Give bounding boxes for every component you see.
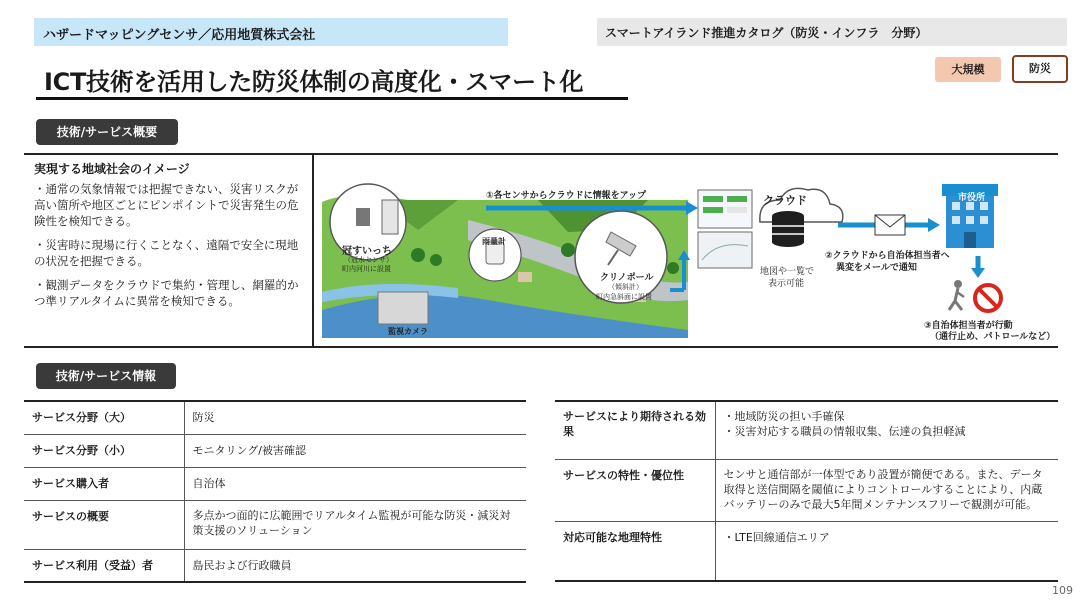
table-row	[24, 500, 526, 549]
cloud-note-1: 地図や一覧で	[760, 267, 815, 277]
camera-photo	[378, 292, 428, 324]
company-name: ハザードマッピングセンサ／応用地質株式会社	[43, 28, 316, 43]
step3-label-1: ③自治体担当者が行動	[924, 321, 1013, 331]
rain-gauge-label: 雨量計	[482, 237, 506, 246]
sensor-flood-label: 冠すいっち	[342, 246, 392, 257]
row-key: サービスの概要	[24, 500, 184, 549]
row-value: モニタリング/被害確認	[184, 434, 526, 467]
overview-bullet-1: ・通常の気象情報では把握できない、災害リスクが高い箇所や地区ごとにピンポイントで災害発生の危険性を検知できる。	[34, 182, 299, 228]
table-row	[555, 401, 1058, 459]
camera-label: 監視カメラ	[388, 327, 428, 336]
overview-section-tab: 技術/サービス概要	[36, 119, 178, 145]
table-row	[555, 459, 1058, 521]
row-key: サービス購入者	[24, 467, 184, 500]
no-entry-icon	[975, 285, 1001, 311]
service-info-section-tab: 技術/サービス情報	[36, 363, 176, 389]
clinopole-sub-1: （傾斜計）	[608, 283, 643, 291]
row-key: 対応可能な地理特性	[555, 521, 715, 581]
row-key: サービスにより期待される効果	[555, 401, 715, 459]
overview-divider	[312, 153, 314, 348]
sensor-flood-sub-2: 町内河川に設置	[342, 265, 391, 273]
row-key: サービス分野（小）	[24, 434, 184, 467]
title-underline	[36, 97, 628, 100]
person-walking-icon	[949, 280, 964, 310]
page-title: ICT技術を活用した防災体制の高度化・スマート化	[44, 68, 584, 96]
cloud-note-2: 表示可能	[768, 279, 805, 289]
system-diagram	[318, 160, 1058, 346]
table-row	[24, 467, 526, 500]
row-key: サービスの特性・優位性	[555, 459, 715, 521]
field-tag: 防災	[1012, 55, 1068, 83]
table-row	[24, 401, 526, 434]
step1-label: ①各センサからクラウドに情報をアップ	[486, 191, 646, 201]
step2-label-1: ②クラウドから自治体担当者へ	[825, 251, 950, 261]
city-hall-label: 市役所	[958, 193, 986, 203]
step3-label-2: （通行止め、パトロールなど）	[930, 332, 1056, 342]
row-value: 自治体	[184, 467, 526, 500]
row-value: 島民および行政職員	[184, 549, 526, 582]
company-banner	[34, 18, 508, 46]
overview-bullet-3: ・観測データをクラウドで集約・管理し、網羅的かつ準リアルタイムに異常を検知できる。	[34, 278, 299, 308]
overview-bullet-2: ・災害時に現場に行くことなく、遠隔で安全に現地の状況を把握できる。	[34, 238, 299, 268]
clinopole-label: クリノポール	[600, 273, 654, 283]
service-info-right-table	[555, 400, 1058, 582]
step2-label-2: 異変をメールで通知	[836, 263, 917, 273]
cloud-label: クラウド	[763, 194, 807, 207]
row-value: ・地域防災の担い手確保 ・災害対応する職員の情報収集、伝達の負担軽減	[715, 401, 1058, 459]
table-row	[555, 521, 1058, 581]
row-value: センサと通信部が一体型であり設置が簡便である。また、データ取得と送信間隔を閾値によりコントロールすることにより、内蔵バッテリーのみで最大5年間メンテナンスフリーで観測が可能。	[715, 459, 1058, 521]
catalog-name: スマートアイランド推進カタログ（防災・インフラ 分野）	[605, 26, 928, 40]
row-value: 多点かつ面的に広範囲でリアルタイム監視が可能な防災・減災対策支援のソリューション	[184, 500, 526, 549]
service-info-left-table	[24, 400, 526, 583]
row-value: 防災	[184, 401, 526, 434]
scale-tag: 大規模	[935, 57, 1001, 82]
clinopole-sub-2: 町内急斜面に設置	[596, 293, 652, 301]
sensor-flood-sub-1: （冠水センサ）	[344, 256, 393, 264]
overview-heading: 実現する地域社会のイメージ	[34, 162, 190, 176]
catalog-banner	[597, 18, 1067, 46]
row-key: サービス利用（受益）者	[24, 549, 184, 582]
page-number: 109	[1052, 584, 1073, 597]
table-row	[24, 549, 526, 582]
table-row	[24, 434, 526, 467]
map-monitor-icon	[698, 232, 752, 268]
row-key: サービス分野（大）	[24, 401, 184, 434]
row-value: ・LTE回線通信エリア	[715, 521, 1058, 581]
